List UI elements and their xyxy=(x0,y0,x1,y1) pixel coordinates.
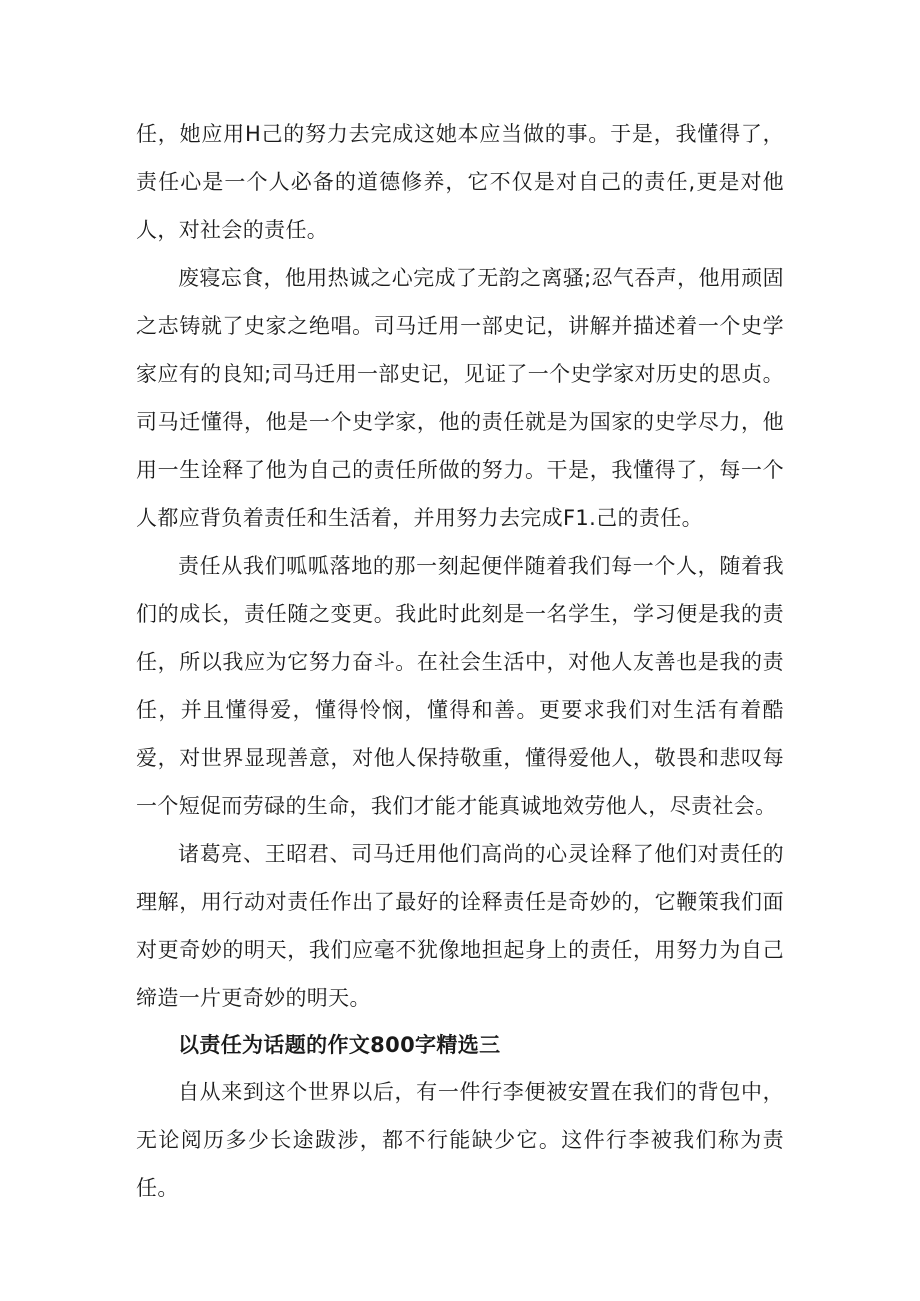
paragraph-1-continued: 任，她应用H己的努力去完成这她本应当做的事。于是，我懂得了，责任心是一个人必备的道德修养，它不仅是对自己的责任,更是对他人，对社会的责任。 xyxy=(136,122,784,242)
section-heading: 以责任为话题的作文800字精选三 xyxy=(178,1033,501,1057)
paragraph-conclusion: 诸葛亮、王昭君、司马迁用他们高尚的心灵诠释了他们对责任的理解，用行动对责任作出了最好的诠释责任是奇妙的，它鞭策我们面对更奇妙的明天，我们应毫不犹像地担起身上的责任，用努力为自己缔造一片更奇妙的明天。 xyxy=(136,842,784,1010)
paragraph-essay-three-intro: 自从来到这个世界以后，有一件行李便被安置在我们的背包中，无论阅历多少长途跋涉，都不行能缺少它。这件行李被我们称为责任。 xyxy=(136,1080,784,1200)
paragraph-sima-qian: 废寝忘食，他用热诚之心完成了无韵之离骚;忍气吞声，他用顽固之志铸就了史家之绝唱。司马迁用一部史记，讲解并描述着一个史学家应有的良知;司马迁用一部史记，见证了一个史学家对历史的思贞。司马迁懂得，他是一个史学家，他的责任就是为国家的史学尽力，他用一生诠释了他为自己的责任所做的努力。干是，我懂得了，每一个人都应背负着责任和生活着，并用努力去完成F1.己的责任。 xyxy=(136,266,784,530)
paragraph-responsibility-growth: 责任从我们呱呱落地的那一刻起便伴随着我们每一个人，随着我们的成长，责任随之变更。我此时此刻是一名学生，学习便是我的责任，所以我应为它努力奋斗。在社会生活中，对他人友善也是我的责任，并且懂得爱，懂得怜悯，懂得和善。更要求我们对生活有着酷爱，对世界显现善意，对他人保持敬重，懂得爱他人，敬畏和悲叹每一个短促而劳碌的生命，我们才能才能真诚地效劳他人，尽责社会。 xyxy=(136,554,784,818)
